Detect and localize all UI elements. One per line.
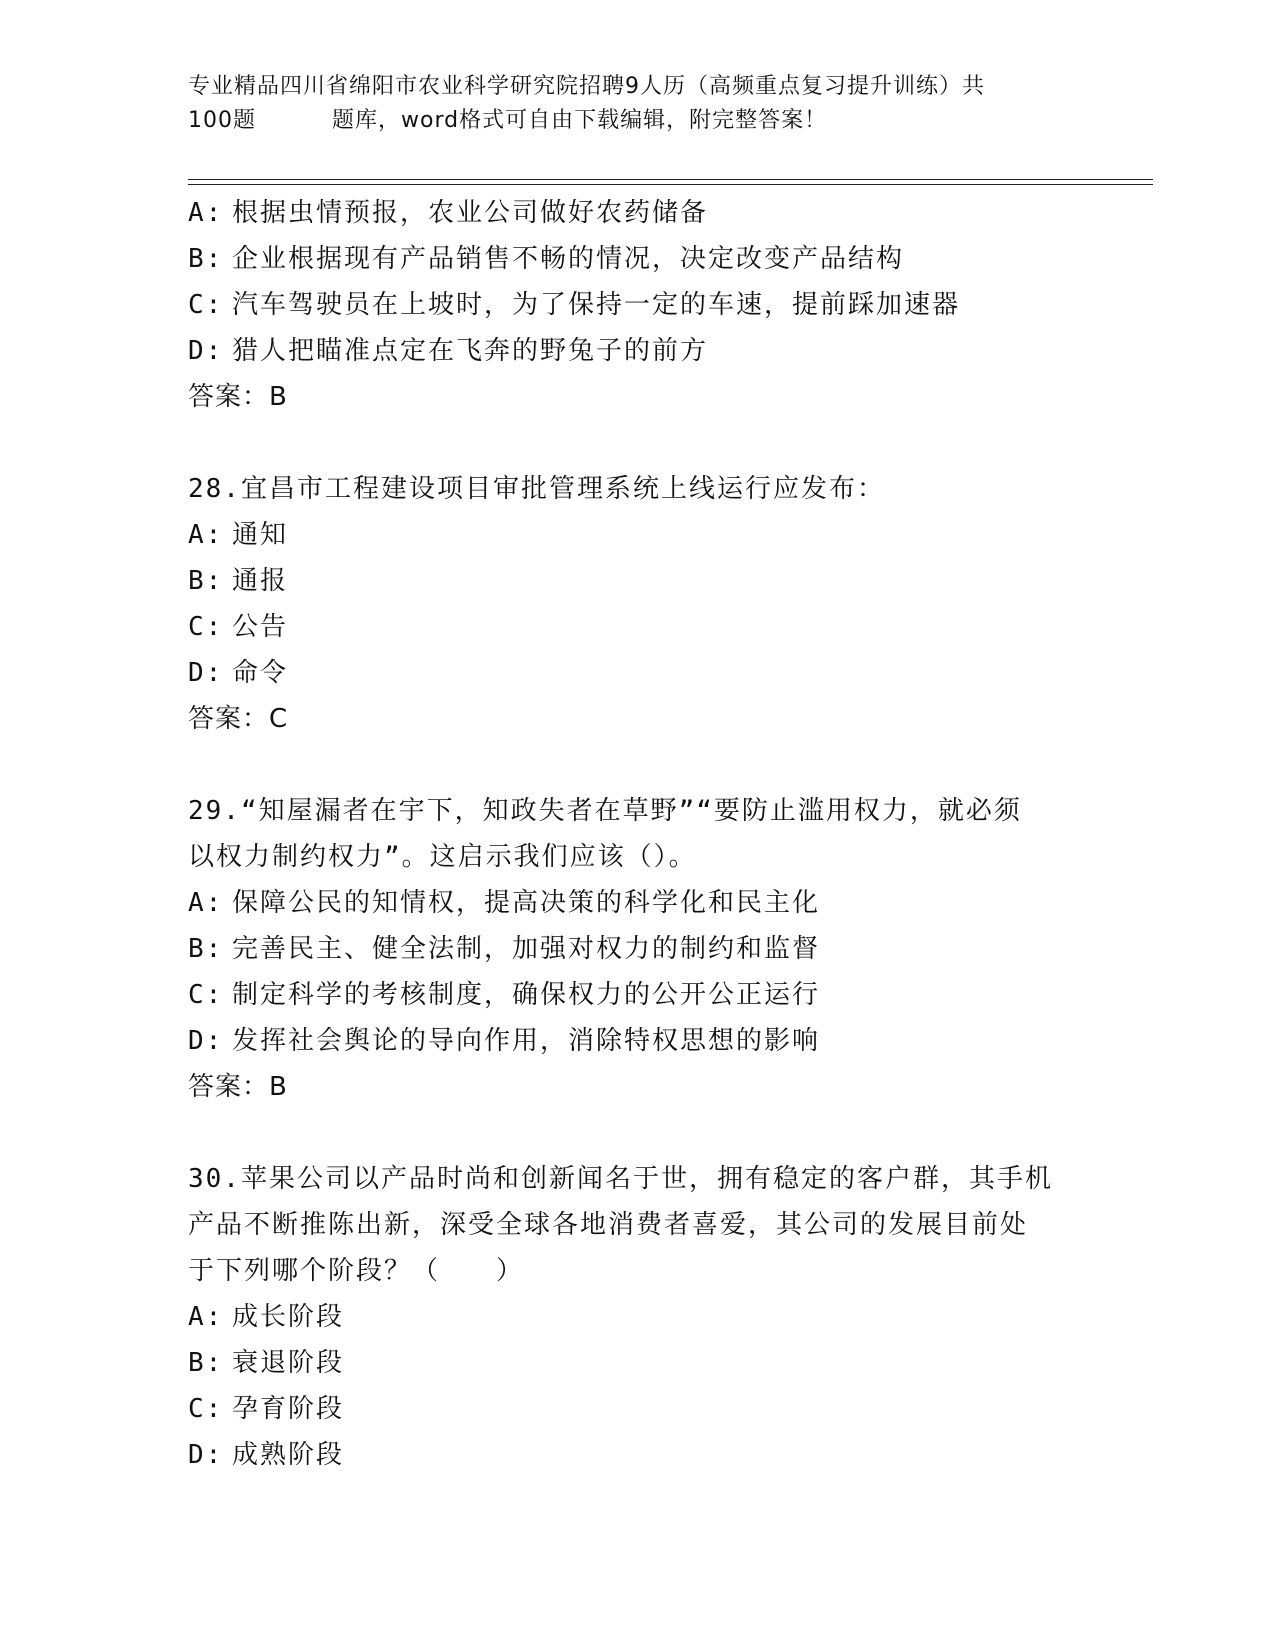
option-c: C: 孕育阶段 — [188, 1394, 345, 1424]
question-27-partial — [188, 190, 1088, 420]
answer-line: 答案：B — [188, 1072, 288, 1102]
option-b: B: 完善民主、健全法制，加强对权力的制约和监督 — [188, 934, 821, 964]
option-c: C: 制定科学的考核制度，确保权力的公开公正运行 — [188, 980, 821, 1010]
answer-line: 答案：B — [188, 382, 288, 412]
option-c: C: 公告 — [188, 612, 289, 642]
option-b: B: 企业根据现有产品销售不畅的情况，决定改变产品结构 — [188, 244, 905, 274]
answer-line: 答案：C — [188, 704, 289, 734]
option-d: D: 成熟阶段 — [188, 1440, 345, 1470]
option-a: A: 根据虫情预报，农业公司做好农药储备 — [188, 198, 709, 228]
question-stem: 于下列哪个阶段？（ ） — [188, 1256, 525, 1286]
option-c: C: 汽车驾驶员在上坡时，为了保持一定的车速，提前踩加速器 — [188, 290, 961, 320]
option-a: A: 通知 — [188, 520, 289, 550]
question-list — [188, 190, 1088, 1478]
option-d: D: 发挥社会舆论的导向作用，消除特权思想的影响 — [188, 1026, 821, 1056]
option-d: D: 猎人把瞄准点定在飞奔的野兔子的前方 — [188, 336, 709, 366]
header-divider-top — [188, 179, 1153, 180]
header-question-count: 100题 — [188, 108, 256, 133]
question-28 — [188, 466, 1088, 742]
question-stem: 28.宜昌市工程建设项目审批管理系统上线运行应发布： — [188, 474, 885, 504]
question-30 — [188, 1156, 1088, 1478]
question-stem: 30.苹果公司以产品时尚和创新闻名于世，拥有稳定的客户群，其手机 — [188, 1164, 1053, 1194]
header-title-line1: 专业精品四川省绵阳市农业科学研究院招聘9人历（高频重点复习提升训练）共 — [188, 74, 985, 99]
option-d: D: 命令 — [188, 658, 289, 688]
question-stem: 产品不断推陈出新，深受全球各地消费者喜爱，其公司的发展目前处 — [188, 1210, 1029, 1240]
header-title-line2 — [188, 104, 1088, 138]
question-stem: 以权力制约权力”。这启示我们应该（）。 — [188, 842, 697, 872]
question-29 — [188, 788, 1088, 1110]
document-header — [188, 70, 1088, 138]
header-divider-bottom — [188, 184, 1153, 185]
option-a: A: 成长阶段 — [188, 1302, 345, 1332]
question-stem: 29.“知屋漏者在宇下，知政失者在草野”“要防止滥用权力，就必须 — [188, 796, 1022, 826]
option-b: B: 通报 — [188, 566, 289, 596]
header-description: 题库，word格式可自由下载编辑，附完整答案！ — [332, 108, 828, 133]
option-a: A: 保障公民的知情权，提高决策的科学化和民主化 — [188, 888, 821, 918]
option-b: B: 衰退阶段 — [188, 1348, 345, 1378]
